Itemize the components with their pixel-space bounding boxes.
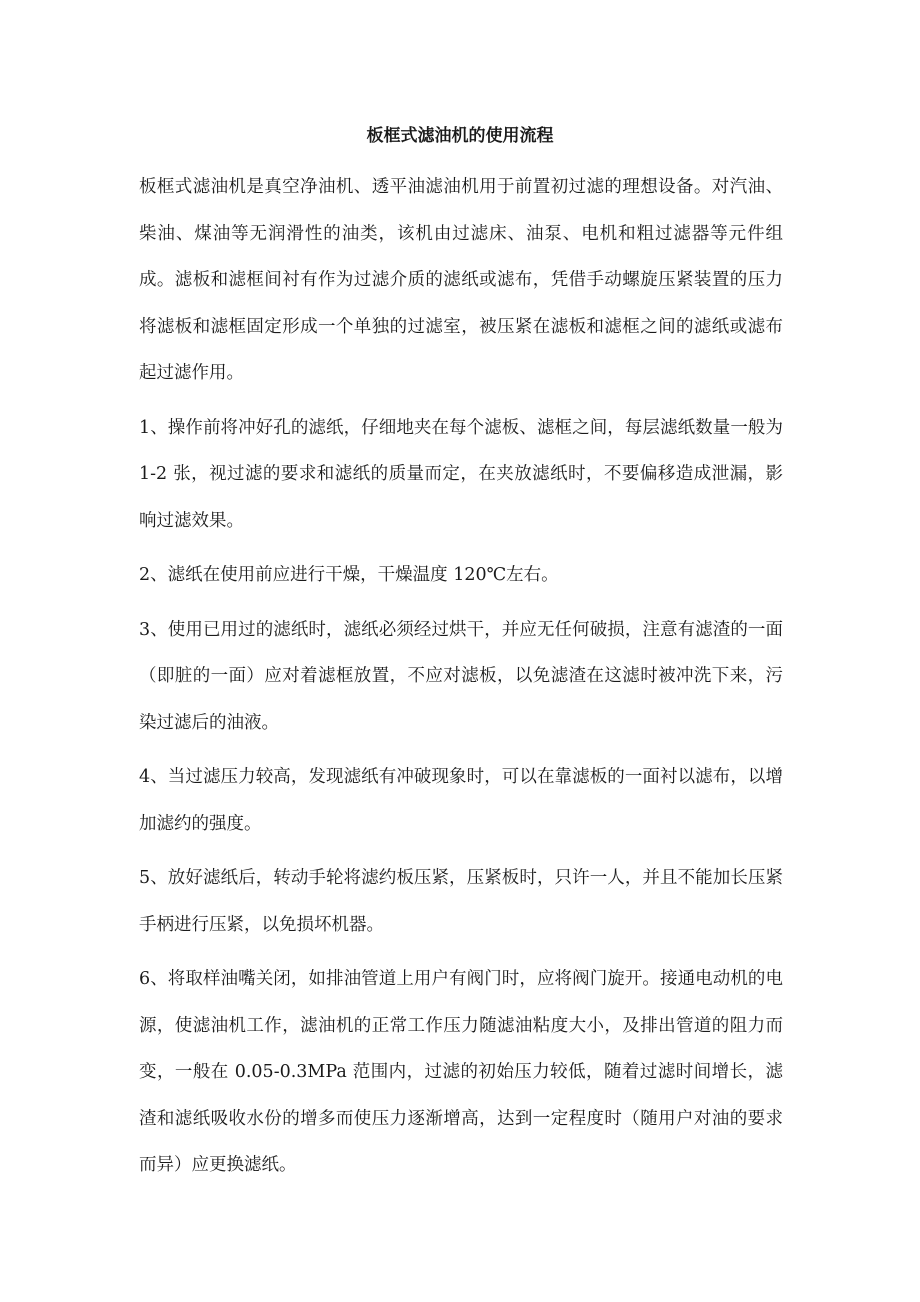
step-3-paragraph: 3、使用已用过的滤纸时，滤纸必须经过烘干，并应无任何破损，注意有滤渣的一面（即脏的一面）应对着滤框放置，不应对滤板，以免滤渣在这滤时被冲洗下来，污染过滤后的油液。: [139, 619, 783, 733]
document-title: 板框式滤油机的使用流程: [366, 126, 554, 146]
document-body: [139, 164, 783, 1197]
step-4-paragraph: 4、当过滤压力较高，发现滤纸有冲破现象时，可以在靠滤板的一面衬以滤布，以增加滤约的强度。: [139, 767, 783, 834]
step-6-paragraph: 6、将取样油嘴关闭，如排油管道上用户有阀门时，应将阀门旋开。接通电动机的电源，使滤油机工作，滤油机的正常工作压力随滤油粘度大小，及排出管道的阻力而变，一般在 0.05-0.3MPa 范围内，过滤的初始压力较低，随着过滤时间增长，滤渣和滤纸吸收水份的增多而使压力逐渐增高，达到一定程度时（随用户对油的要求而异）应更换滤纸。: [139, 969, 783, 1175]
step-1-paragraph: 1、操作前将冲好孔的滤纸，仔细地夹在每个滤板、滤框之间，每层滤纸数量一般为 1-2 张，视过滤的要求和滤纸的质量而定，在夹放滤纸时，不要偏移造成泄漏，影响过滤效果。: [139, 417, 783, 531]
step-5-paragraph: 5、放好滤纸后，转动手轮将滤约板压紧，压紧板时，只许一人，并且不能加长压紧手柄进行压紧，以免损坏机器。: [139, 868, 783, 935]
intro-paragraph: 板框式滤油机是真空净油机、透平油滤油机用于前置初过滤的理想设备。对汽油、柴油、煤油等无润滑性的油类，该机由过滤床、油泵、电机和粗过滤器等元件组成。滤板和滤框间衬有作为过滤介质的滤纸或滤布，凭借手动螺旋压紧装置的压力将滤板和滤框固定形成一个单独的过滤室，被压紧在滤板和滤框之间的滤纸或滤布起过滤作用。: [139, 177, 783, 383]
step-2-paragraph: 2、滤纸在使用前应进行干燥，干燥温度 120℃左右。: [139, 565, 559, 585]
